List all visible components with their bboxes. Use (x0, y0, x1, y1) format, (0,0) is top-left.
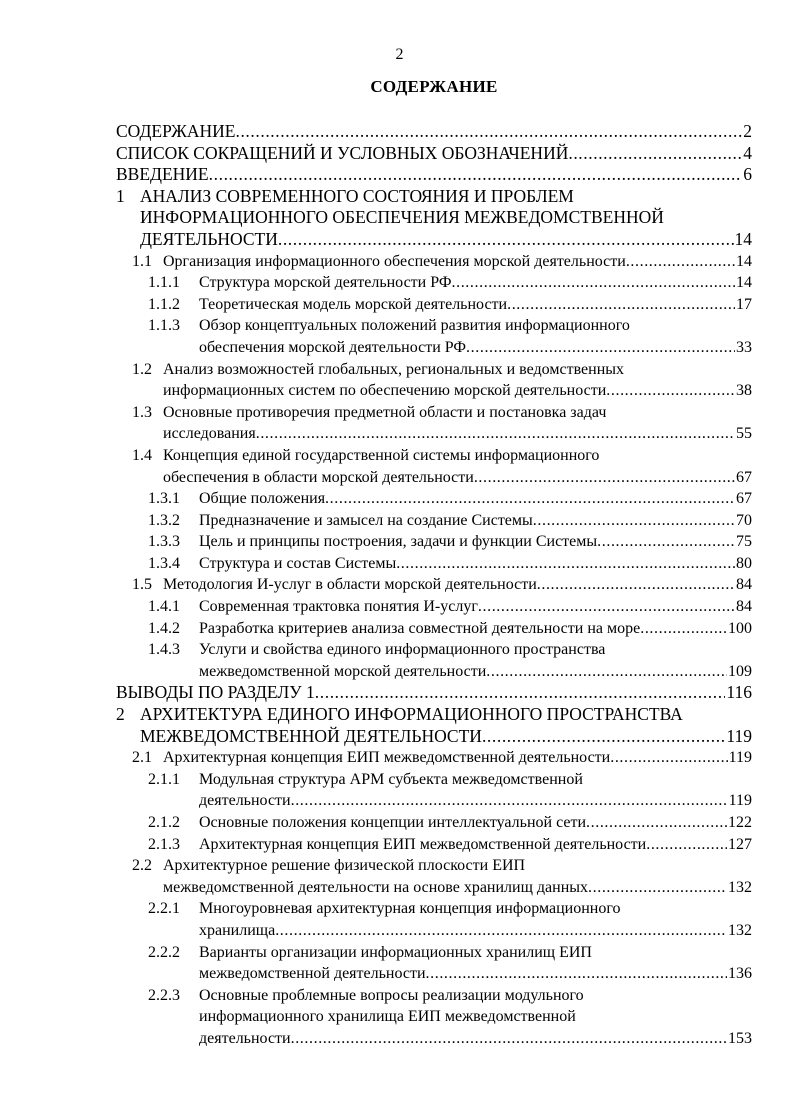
toc-page-number: 67 (736, 490, 752, 508)
toc-entry-title: хранилища (199, 921, 276, 939)
toc-dot-leader (426, 963, 727, 985)
toc-entry[interactable] (0, 898, 799, 941)
toc-line (0, 790, 799, 812)
toc-line (0, 920, 799, 942)
toc-line (0, 531, 799, 553)
toc-entry-title: АНАЛИЗ СОВРЕМЕННОГО СОСТОЯНИЯ И ПРОБЛЕМ (140, 185, 574, 206)
toc-entry-title: деятельности (199, 1029, 291, 1047)
toc-page-number: 55 (736, 425, 752, 443)
toc-entry[interactable] (0, 488, 799, 510)
toc-entry-title: Основные положения концепции интеллектуальной сети (199, 814, 587, 831)
toc-line (0, 337, 799, 359)
toc-dot-leader (606, 380, 735, 402)
toc-entry[interactable] (0, 942, 799, 985)
toc-page-number: 119 (728, 792, 752, 810)
toc-entry-title: информационных систем по обеспечению морской деятельности (163, 382, 607, 400)
toc-entry-title: ИНФОРМАЦИОННОГО ОБЕСПЕЧЕНИЯ МЕЖВЕДОМСТВЕННОЙ (140, 207, 664, 228)
toc-entry[interactable] (0, 251, 799, 273)
toc-leader-line (199, 920, 752, 942)
toc-entry-title: Концепция единой государственной системы информационного (163, 446, 600, 464)
toc-leader-line (163, 574, 752, 596)
toc-leader-line (163, 380, 752, 402)
toc-dot-leader (486, 661, 727, 683)
toc-dot-leader (610, 747, 727, 769)
toc-entry-number: 2.2.3 (148, 986, 180, 1004)
toc-line (0, 121, 799, 143)
toc-entry-title: ВВЕДЕНИЕ (116, 164, 209, 185)
toc-leader-line (163, 251, 752, 273)
toc-dot-leader (325, 488, 735, 510)
toc-entry-title: МЕЖВЕДОМСТВЕННОЙ ДЕЯТЕЛЬНОСТИ (140, 725, 482, 746)
toc-line (0, 380, 799, 402)
toc-entry[interactable] (0, 315, 799, 358)
toc-dot-leader (507, 294, 735, 316)
toc-dot-leader (646, 834, 727, 856)
toc-line (0, 898, 799, 920)
toc-line (0, 251, 799, 273)
toc-page-number: 14 (734, 228, 752, 249)
toc-dot-leader (626, 251, 735, 273)
toc-entry-title: информационного хранилища ЕИП межведомственной (199, 1008, 576, 1026)
toc-line (0, 704, 799, 726)
toc-entry-title: межведомственной морской деятельности (199, 662, 487, 680)
toc-page-number: 4 (743, 142, 752, 163)
toc-entry-number: 1.4 (132, 446, 152, 464)
toc-line (0, 596, 799, 618)
toc-entry[interactable] (0, 747, 799, 769)
toc-entry-number: 1.1 (132, 252, 152, 270)
toc-line (0, 229, 799, 251)
toc-leader-line (140, 726, 752, 748)
toc-line (0, 402, 799, 424)
toc-entry-title: Структура и состав Системы (199, 554, 397, 572)
toc-page-number: 6 (743, 164, 752, 185)
toc-leader-line (116, 121, 752, 143)
toc-leader-line (199, 488, 752, 510)
toc-entry-title: Архитектурная концепция ЕИП межведомственной деятельности (163, 749, 611, 767)
toc-entry-number: 1.3.1 (148, 490, 180, 508)
toc-entry-title: Архитектурная концепция ЕИП межведомственной деятельности (199, 835, 647, 853)
toc-entry-number: 1.4.3 (148, 641, 180, 659)
toc-page-number: 84 (736, 576, 752, 594)
toc-entry-title: Услуги и свойства единого информационного пространства (199, 641, 606, 659)
toc-entry[interactable] (0, 510, 799, 532)
toc-page-number: 132 (728, 921, 752, 939)
toc-line (0, 985, 799, 1007)
toc-page-number: 109 (728, 662, 752, 680)
toc-leader-line (199, 661, 752, 683)
toc-entry[interactable] (0, 294, 799, 316)
toc-entry-title: межведомственной деятельности (199, 965, 426, 983)
toc-line (0, 510, 799, 532)
toc-dot-leader (396, 553, 735, 575)
toc-page-number: 75 (736, 533, 752, 551)
toc-entry[interactable] (0, 596, 799, 618)
toc-line (0, 769, 799, 791)
toc-leader-line (199, 294, 752, 316)
toc-line (0, 359, 799, 381)
toc-entry[interactable] (0, 272, 799, 294)
toc-entry[interactable] (0, 186, 799, 251)
toc-line (0, 488, 799, 510)
toc-leader-line (199, 510, 752, 532)
toc-line (0, 294, 799, 316)
toc-entry-number: 1.1.1 (148, 274, 180, 292)
toc-dot-leader (640, 618, 727, 640)
toc-entry[interactable] (0, 531, 799, 553)
toc-line (0, 877, 799, 899)
toc-leader-line (199, 790, 752, 812)
toc-entry-title: Архитектурное решение физической плоскости ЕИП (163, 857, 526, 875)
toc-entry[interactable] (0, 164, 799, 186)
toc-dot-leader (597, 531, 735, 553)
toc-entry[interactable] (0, 143, 799, 165)
toc-page-number: 100 (728, 619, 752, 637)
toc-page-number: 116 (726, 682, 752, 703)
toc-leader-line (199, 553, 752, 575)
toc-line (0, 747, 799, 769)
toc-dot-leader (568, 143, 742, 165)
toc-page-number: 119 (726, 725, 752, 746)
toc-leader-line (199, 834, 752, 856)
toc-entry[interactable] (0, 121, 799, 143)
toc-leader-line (163, 877, 752, 899)
toc-entry-title: Модульная структура АРМ субъекта межведомственной (199, 770, 583, 788)
toc-entry-title: СОДЕРЖАНИЕ (116, 121, 236, 141)
toc-entry[interactable] (0, 574, 799, 596)
toc-dot-leader (315, 682, 726, 704)
toc-dot-leader (588, 877, 727, 899)
toc-dot-leader (452, 272, 736, 294)
toc-line (0, 553, 799, 575)
toc-leader-line (163, 423, 752, 445)
toc-entry-title: Теоретическая модель морской деятельности (199, 295, 508, 313)
toc-line (0, 272, 799, 294)
toc-leader-line (199, 812, 752, 834)
toc-line (0, 574, 799, 596)
toc-line (0, 445, 799, 467)
toc-page-number: 127 (728, 835, 752, 853)
toc-page-number: 153 (728, 1029, 752, 1047)
toc-dot-leader (586, 812, 727, 834)
toc-entry-number: 1.1.3 (148, 317, 180, 335)
toc-entry-title: обеспечения в области морской деятельности (163, 468, 474, 486)
toc-entry-title: ВЫВОДЫ ПО РАЗДЕЛУ 1 (116, 682, 315, 703)
toc-entry-number: 2.1 (132, 749, 152, 767)
toc-entry-title: Предназначение и замысел на создание Системы (199, 511, 533, 529)
toc-line (0, 1028, 799, 1050)
toc-leader-line (199, 963, 752, 985)
toc-entry[interactable] (0, 812, 799, 834)
toc-entry[interactable] (0, 682, 799, 704)
toc-entry[interactable] (0, 618, 799, 640)
toc-dot-leader (278, 229, 734, 251)
toc-line (0, 467, 799, 489)
toc-entry-title: Структура морской деятельности РФ (199, 274, 452, 292)
toc-entry[interactable] (0, 359, 799, 402)
toc-line (0, 207, 799, 229)
toc-entry-title: исследования (163, 425, 256, 443)
toc-line (0, 682, 799, 704)
toc-entry-title: Основные проблемные вопросы реализации модульного (199, 986, 584, 1004)
toc-dot-leader (482, 726, 725, 748)
toc-entry[interactable] (0, 834, 799, 856)
toc-dot-leader (478, 596, 735, 618)
toc-line (0, 618, 799, 640)
toc-page-number: 14 (736, 252, 752, 270)
toc-entry-number: 1.1.2 (148, 295, 180, 313)
toc-line (0, 834, 799, 856)
toc-leader-line (116, 143, 752, 165)
toc-entry-title: Общие положения (199, 490, 326, 508)
toc-line (0, 726, 799, 748)
toc-page-number: 38 (736, 382, 752, 400)
toc-entry-title: Современная трактовка понятия И-услуг (199, 598, 478, 616)
toc-page-number: 14 (736, 274, 752, 292)
toc-dot-leader (533, 510, 735, 532)
toc-entry-number: 1.4.2 (148, 619, 180, 637)
toc-entry-number: 2 (116, 704, 125, 725)
toc-dot-leader (537, 574, 735, 596)
toc-line (0, 812, 799, 834)
toc-entry-number: 1 (116, 185, 125, 206)
toc-entry-number: 2.1.1 (148, 770, 180, 788)
toc-entry[interactable] (0, 553, 799, 575)
toc-entry-number: 1.5 (132, 576, 152, 594)
toc-entry[interactable] (0, 704, 799, 747)
toc-entry[interactable] (0, 445, 799, 488)
toc-entry-number: 1.2 (132, 360, 152, 378)
toc-leader-line (116, 164, 752, 186)
toc-entry-title: Организация информационного обеспечения морской деятельности (163, 252, 626, 270)
toc-dot-leader (275, 920, 727, 942)
toc-line (0, 942, 799, 964)
toc-page-number: 70 (736, 511, 752, 529)
toc-entry[interactable] (0, 402, 799, 445)
toc-line (0, 661, 799, 683)
toc-dot-leader (235, 121, 742, 143)
toc-page-number: 132 (728, 878, 752, 896)
toc-entry-number: 1.3.3 (148, 533, 180, 551)
toc-dot-leader (256, 423, 735, 445)
toc-entry[interactable] (0, 985, 799, 1050)
toc-entry-title: СПИСОК СОКРАЩЕНИЙ И УСЛОВНЫХ ОБОЗНАЧЕНИЙ (116, 142, 569, 163)
toc-page-number: 136 (728, 965, 752, 983)
table-of-contents (0, 121, 799, 1050)
toc-leader-line (116, 682, 752, 704)
toc-entry-title: ДЕЯТЕЛЬНОСТИ (140, 228, 278, 249)
toc-entry-number: 2.2.2 (148, 943, 180, 961)
toc-entry[interactable] (0, 639, 799, 682)
toc-entry-title: Многоуровневая архитектурная концепция информационного (199, 900, 621, 918)
toc-entry-number: 2.1.3 (148, 835, 180, 853)
toc-heading: СОДЕРЖАНИЕ (370, 77, 498, 96)
toc-entry-number: 2.2 (132, 857, 152, 875)
toc-line (0, 186, 799, 208)
toc-entry-title: Методология И-услуг в области морской деятельности (163, 576, 537, 594)
toc-leader-line (199, 596, 752, 618)
toc-page-number: 33 (736, 338, 752, 356)
toc-line (0, 423, 799, 445)
toc-line (0, 639, 799, 661)
toc-page-number: 122 (728, 814, 752, 831)
toc-entry[interactable] (0, 769, 799, 812)
toc-line (0, 315, 799, 337)
toc-dot-leader (474, 467, 735, 489)
toc-line (0, 143, 799, 165)
toc-entry-number: 2.1.2 (148, 814, 180, 831)
toc-entry-title: Анализ возможностей глобальных, региональных и ведомственных (163, 360, 625, 378)
toc-leader-line (163, 747, 752, 769)
toc-entry-title: Разработка критериев анализа совместной деятельности на море (199, 619, 641, 637)
toc-dot-leader (291, 790, 728, 812)
toc-leader-line (199, 1028, 752, 1050)
toc-entry-title: Обзор концептуальных положений развития информационного (199, 317, 630, 335)
toc-entry-title: АРХИТЕКТУРА ЕДИНОГО ИНФОРМАЦИОННОГО ПРОСТРАНСТВА (140, 704, 683, 725)
toc-page-number: 80 (736, 554, 752, 572)
toc-dot-leader (209, 164, 743, 186)
toc-page-number: 119 (728, 749, 752, 767)
toc-line (0, 855, 799, 877)
toc-entry-number: 2.2.1 (148, 900, 180, 918)
toc-dot-leader (291, 1028, 727, 1050)
toc-line (0, 164, 799, 186)
toc-page-number: 84 (736, 598, 752, 616)
toc-entry-number: 1.3.2 (148, 511, 180, 529)
toc-entry-title: деятельности (199, 792, 291, 810)
toc-leader-line (199, 531, 752, 553)
toc-entry-number: 1.3.4 (148, 554, 180, 572)
toc-page-number: 67 (736, 468, 752, 486)
toc-page-number: 2 (743, 121, 752, 141)
toc-leader-line (199, 337, 752, 359)
toc-leader-line (163, 467, 752, 489)
toc-entry-title: обеспечения морской деятельности РФ (199, 338, 467, 356)
toc-entry-title: межведомственной деятельности на основе хранилищ данных (163, 878, 589, 896)
toc-leader-line (140, 229, 752, 251)
toc-dot-leader (466, 337, 735, 359)
toc-page-number: 17 (736, 295, 752, 313)
toc-line (0, 963, 799, 985)
toc-entry-number: 1.3 (132, 403, 152, 421)
toc-leader-line (199, 618, 752, 640)
page-number: 2 (395, 46, 404, 63)
toc-entry-title: Варианты организации информационных хранилищ ЕИП (199, 943, 592, 961)
toc-entry-title: Цель и принципы построения, задачи и функции Системы (199, 533, 598, 551)
toc-line (0, 1006, 799, 1028)
toc-leader-line (199, 272, 752, 294)
toc-entry-title: Основные противоречия предметной области и постановка задач (163, 403, 607, 421)
toc-entry[interactable] (0, 855, 799, 898)
toc-entry-number: 1.4.1 (148, 598, 180, 616)
